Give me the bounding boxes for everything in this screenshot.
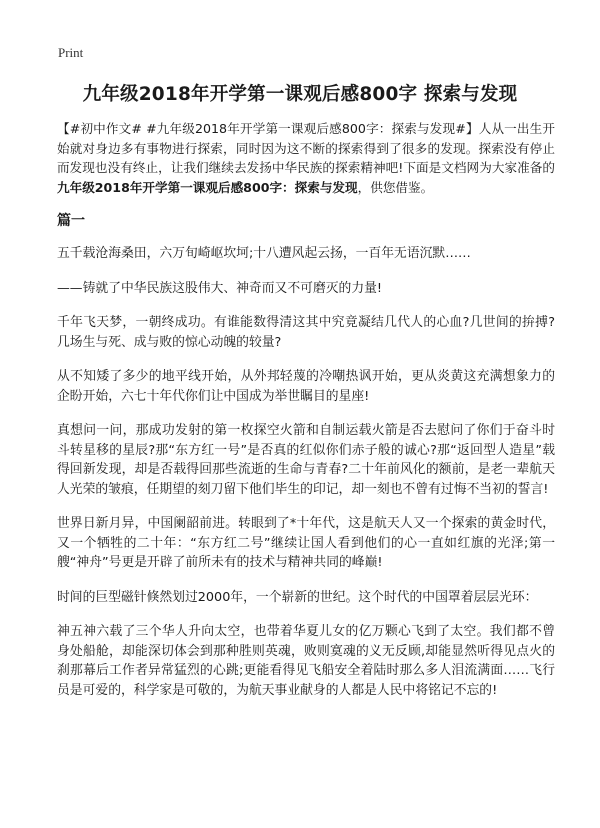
paragraph-4: 从不知矮了多少的地平线开始，从外邦轻蔑的冷嘲热讽开始，更从炎黄这充满想象力的企盼开始，六七十年代你们让中国成为举世瞩目的星座! xyxy=(57,369,555,404)
intro-text: 人从一出生开始就对身边多有事物进行探索，同时因为这不断的探索得到了很多的发现。探索没有停止而发现也没有终止，让我们继续去发扬中华民族的探索精神吧!下面是文档网为大家准备的 xyxy=(57,121,555,175)
intro-tag: 【#初中作文# #九年级2018年开学第一课观后感800字：探索与发现#】 xyxy=(57,121,479,136)
intro-paragraph xyxy=(57,119,555,197)
article-body xyxy=(57,119,555,700)
paragraph-5: 真想问一问，那成功发射的第一枚探空火箭和自制运载火箭是否去慰问了你们于奋斗时斗转星移的星辰?那“东方红一号”是否真的红似你们赤子般的诚心?那“返回型人造星”载得回新发现，却是否载得回那些流逝的生命与青春?二十年前风化的额前，是老一辈航天人光荣的皱痕，任期望的刻刀留下他们毕生的印记，却一刻也不曾有过悔不当初的誓言! xyxy=(57,423,555,497)
paragraph-2: ——铸就了中华民族这股伟大、神奇而又不可磨灭的力量! xyxy=(57,280,383,296)
intro-closing: ，供您借鉴。 xyxy=(357,179,434,195)
section-heading: 篇一 xyxy=(57,213,85,229)
paragraph-6: 世界日新月异，中国阑韶前进。转眼到了*十年代，这是航天人又一个探索的黄金时代，又一个牺牲的二十年：“东方红二号”继续让国人看到他们的心一直如红旗的光泽;第一艘“神舟”号更是开辟了前所未有的技术与精神共同的峰巅! xyxy=(57,516,555,570)
print-link[interactable]: Print xyxy=(58,45,84,60)
paragraph-3: 千年飞天梦，一朝终成功。有谁能数得清这其中究竟凝结几代人的心血?几世间的拚搏?几场生与死、成与败的惊心动魄的较量? xyxy=(57,315,555,350)
paragraph-7: 时间的巨型磁针倏然划过2000年，一个崭新的世纪。这个时代的中国罩着层层光环： xyxy=(57,589,538,605)
intro-bold-title: 九年级2018年开学第一课观后感800字：探索与发现 xyxy=(57,179,358,195)
paragraph-8: 神五神六载了三个华人升向太空，也带着华夏儿女的亿万颗心飞到了太空。我们都不曾身处船舱，却能深切体会到那种胜则英魂，败则寞魂的义无反顾,却能显然听得见点火的刹那幕后工作者异常猛烈的心跳;更能看得见飞船安全着陆时那么多人泪流满面……飞行员是可爱的，科学家是可敬的，为航天事业献身的人都是人民中将铭记不忘的! xyxy=(57,624,555,698)
paragraph-1: 五千载沧海桑田，六万旬崎岖坎坷;十八遭风起云扬，一百年无语沉默…… xyxy=(57,246,471,261)
page-title: 九年级2018年开学第一课观后感800字 探索与发现 xyxy=(82,84,518,105)
